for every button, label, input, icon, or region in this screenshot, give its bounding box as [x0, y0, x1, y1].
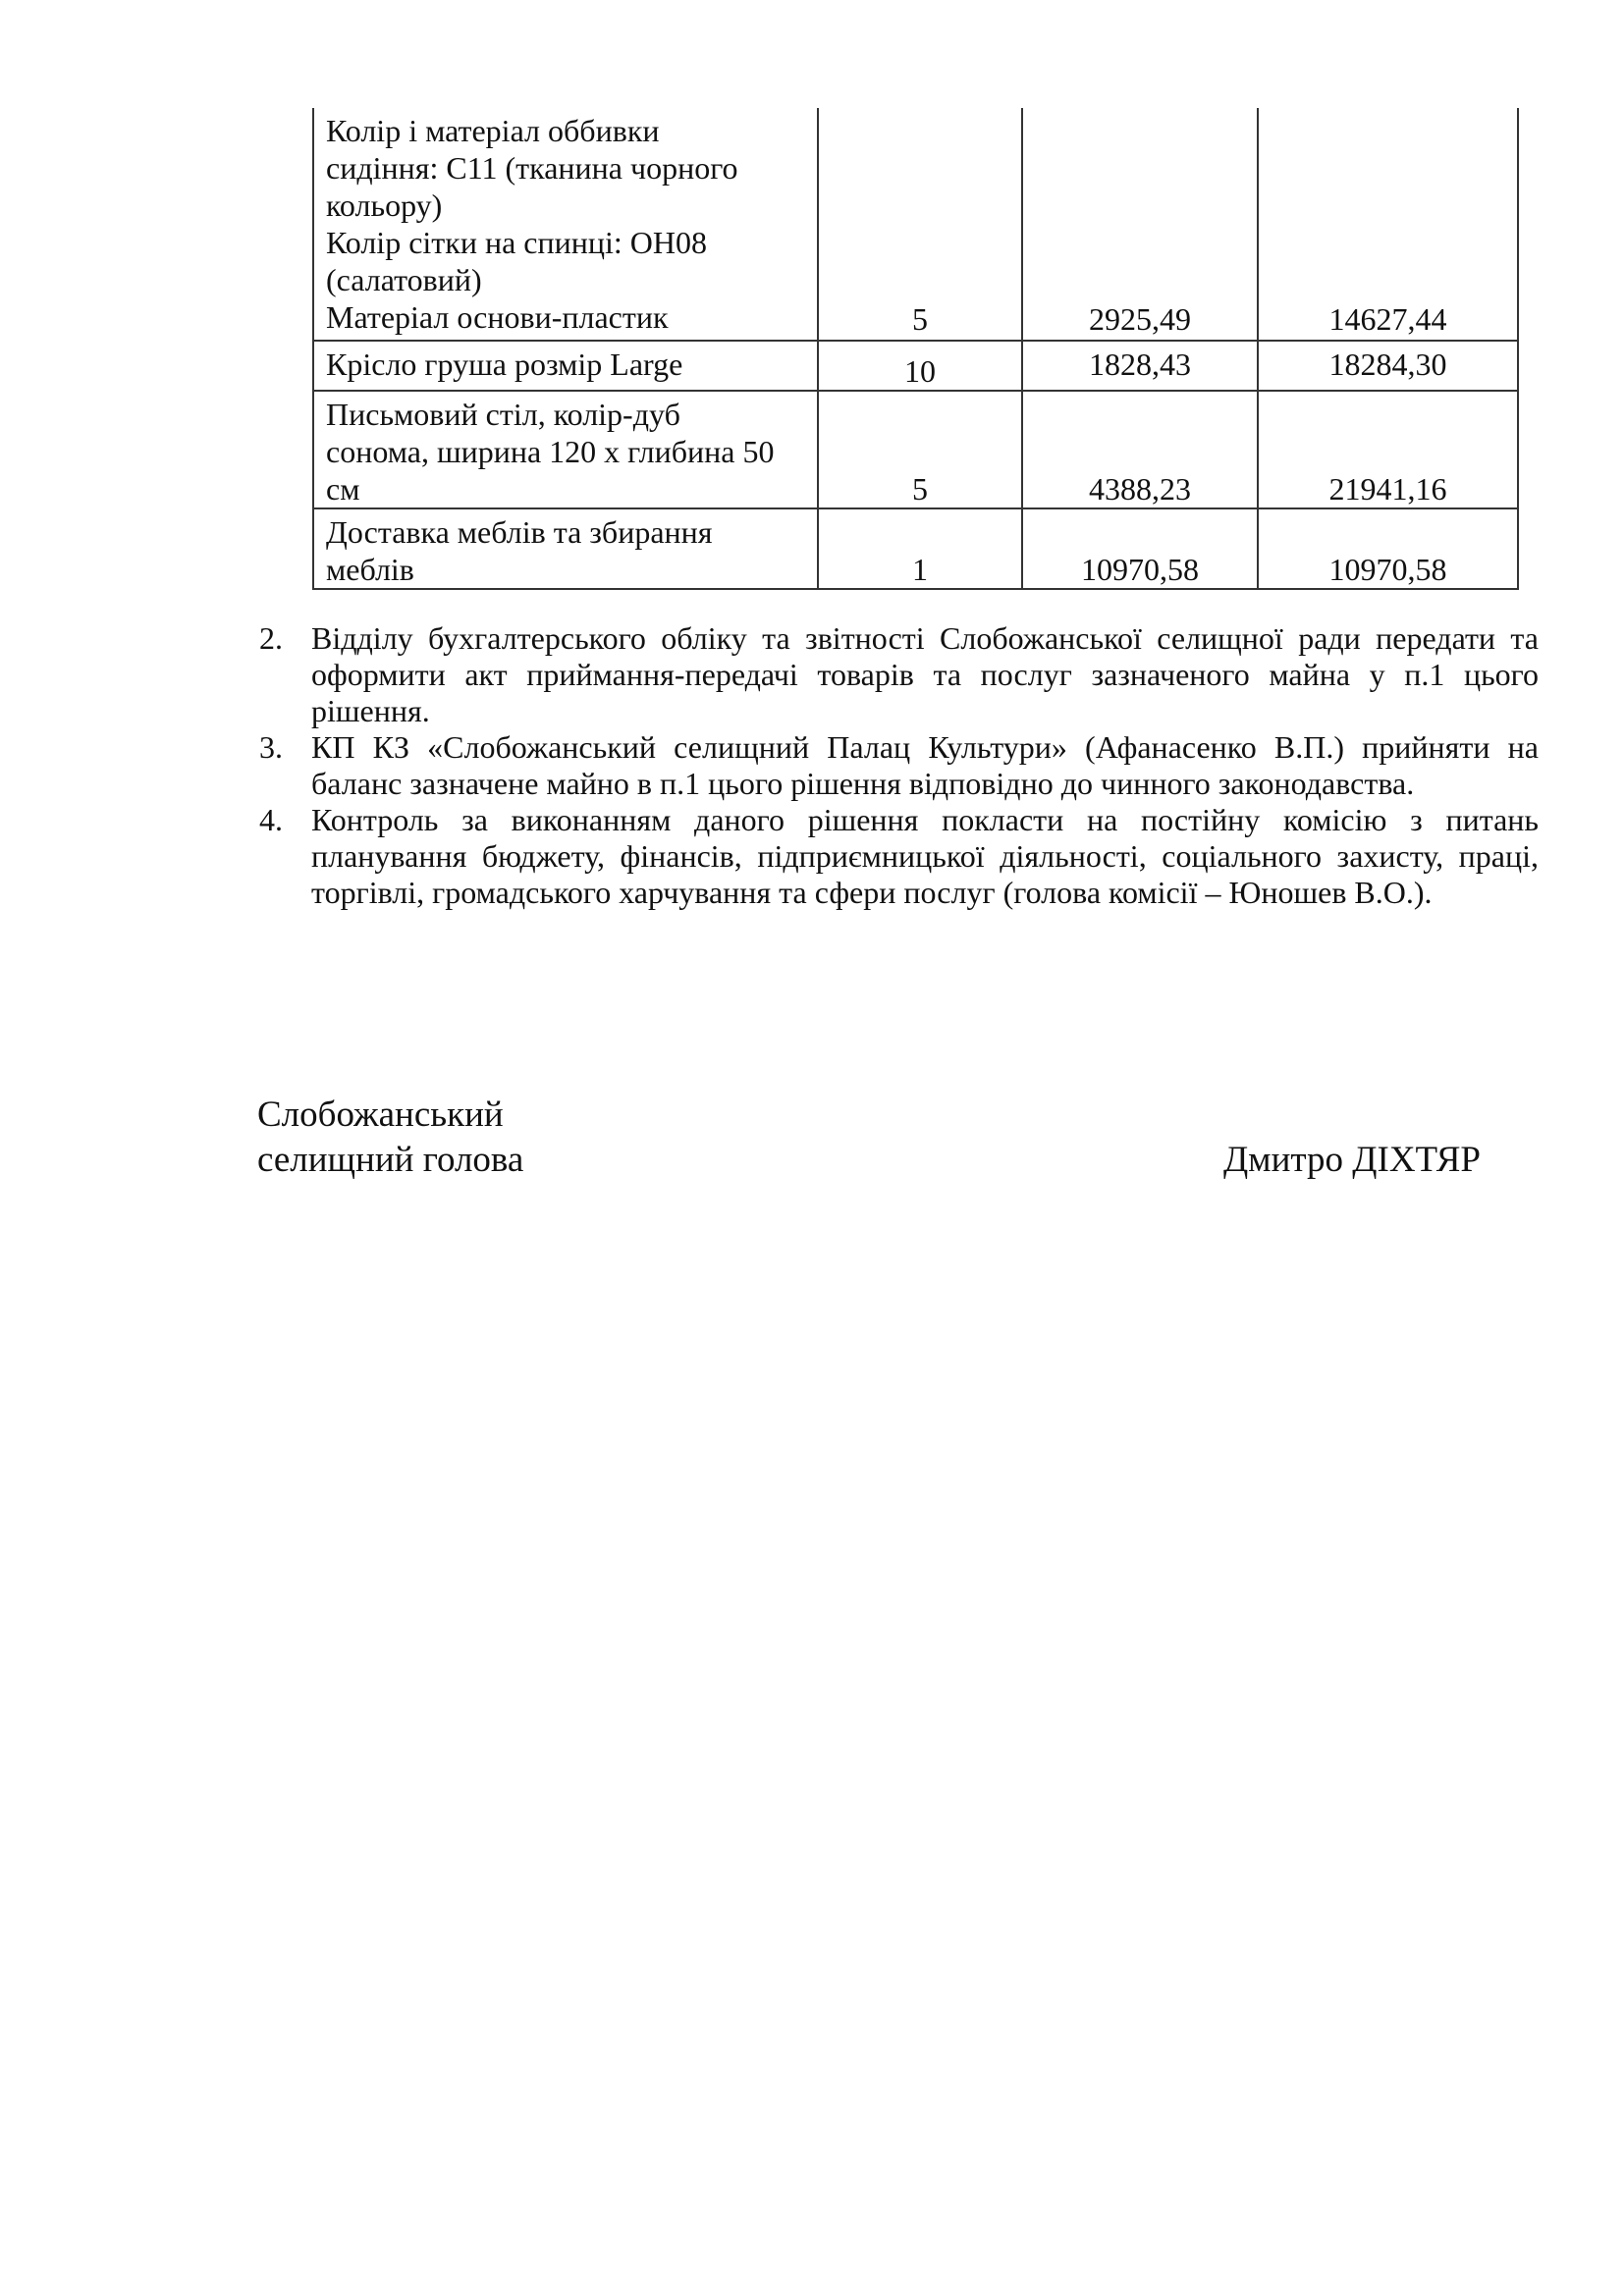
item-qty: 5 — [818, 108, 1022, 341]
list-item-number: 4. — [259, 802, 283, 837]
item-qty: 10 — [818, 341, 1022, 391]
item-name: Крісло груша розмір Large — [313, 341, 818, 391]
list-item-number: 3. — [259, 729, 283, 765]
item-name: Письмовий стіл, колір-дуб сонома, ширина 120 х глибина 50 см — [313, 391, 818, 508]
item-sum: 21941,16 — [1258, 391, 1518, 508]
table-row — [313, 508, 1518, 589]
item-price: 1828,43 — [1022, 341, 1258, 391]
list-item-text: Контроль за виконанням даного рішення покласти на постійну комісію з питань планування бюджету, фінансів, підприємницької діяльності, соціального захисту, праці, торгівлі, громадського харчування та сфери послуг (голова комісії – Юношев В.О.). — [311, 802, 1539, 910]
list-item-text: КП КЗ «Слобожанський селищний Палац Культури» (Афанасенко В.П.) прийняти на баланс зазначене майно в п.1 цього рішення відповідно до чинного законодавства. — [311, 729, 1539, 801]
signatory-name: Дмитро ДІХТЯР — [1222, 1140, 1481, 1180]
item-qty: 5 — [818, 391, 1022, 508]
table-row — [313, 341, 1518, 391]
item-qty: 1 — [818, 508, 1022, 589]
item-price: 10970,58 — [1022, 508, 1258, 589]
table-row — [313, 108, 1518, 341]
list-item — [257, 802, 1539, 911]
table-row — [313, 391, 1518, 508]
items-table — [312, 108, 1519, 590]
item-sum: 14627,44 — [1258, 108, 1518, 341]
item-sum: 18284,30 — [1258, 341, 1518, 391]
item-price: 4388,23 — [1022, 391, 1258, 508]
list-item-text: Відділу бухгалтерського обліку та звітності Слобожанської селищної ради передати та оформити акт приймання-передачі товарів та послуг зазначеного майна у п.1 цього рішення. — [311, 620, 1539, 728]
signatory-title: Слобожанський селищний голова — [257, 1095, 524, 1180]
decision-list — [257, 620, 1539, 911]
list-item — [257, 620, 1539, 729]
item-name: Доставка меблів та збирання меблів — [313, 508, 818, 589]
list-item-number: 2. — [259, 620, 283, 656]
item-price: 2925,49 — [1022, 108, 1258, 341]
item-sum: 10970,58 — [1258, 508, 1518, 589]
list-item — [257, 729, 1539, 802]
item-name: Колір і матеріал оббивки сидіння: C11 (тканина чорного кольору) Колір сітки на спинці: ОН08 (салатовий) Матеріал основи-пластик — [313, 108, 818, 341]
